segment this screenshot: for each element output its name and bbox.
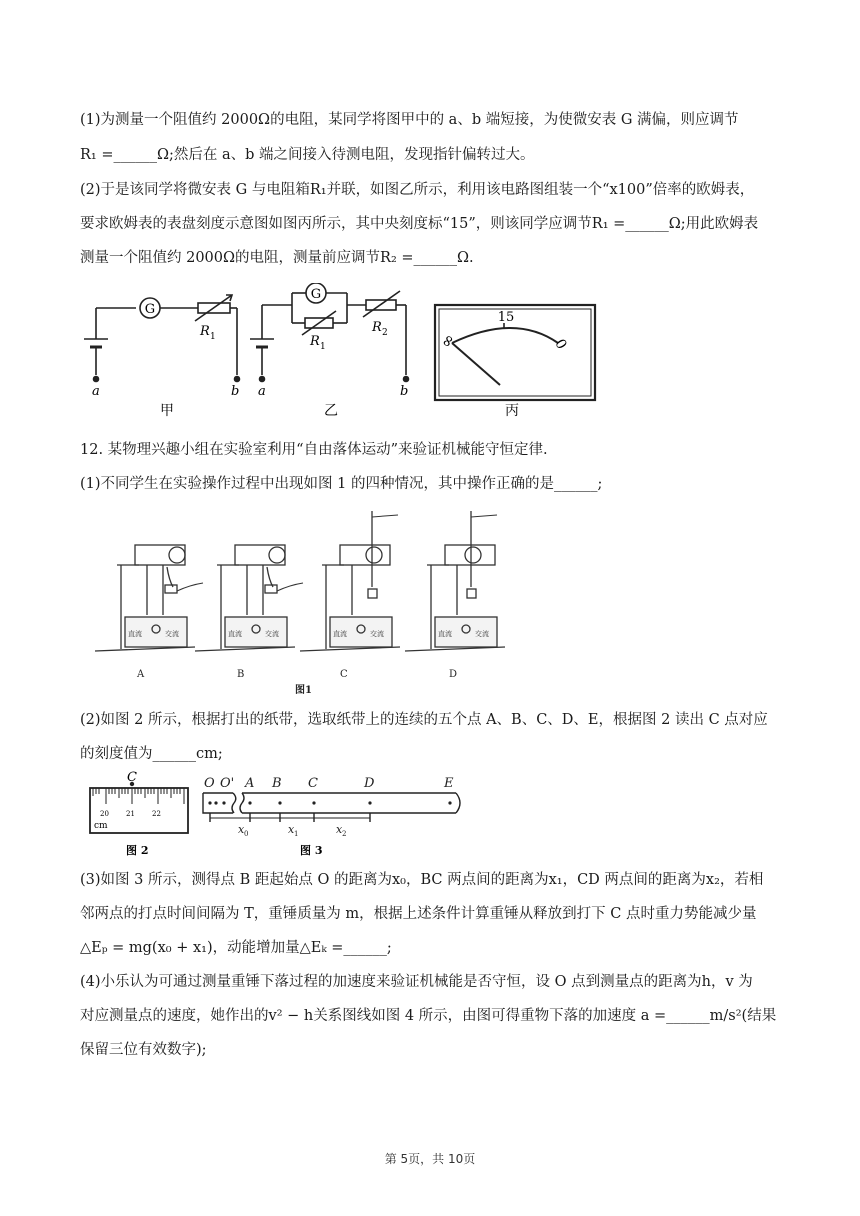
question-11-part2-line3: 测量一个阻值约 2000Ω的电阻，测量前应调节R₂ =______Ω. (80, 250, 474, 266)
figure-2-ruler (86, 770, 196, 860)
terminal-a-jia: a (92, 384, 100, 399)
dc-label-c: 直流 (333, 630, 347, 638)
fig3-point-d: D (364, 776, 375, 791)
fig3-point-o: O (204, 776, 215, 791)
page-footer: 第 5页，共 10页 (384, 1152, 476, 1166)
question-11-part2-line2: 要求欧姆表的表盘刻度示意图如图丙所示，其中央刻度标“15”，则该同学应调节R₁ =______Ω;用此欧姆表 (80, 216, 759, 232)
fig2-point-c: C (127, 770, 137, 785)
r1-label-yi: R (310, 334, 320, 349)
r2-label-yi: R (372, 320, 382, 335)
fig3-caption: 图 3 (300, 844, 323, 857)
fig1-label-d: D (449, 669, 458, 680)
ac-label-d: 交流 (475, 630, 489, 638)
figure-1-apparatus (95, 505, 515, 695)
figure-3-paper-tape (200, 770, 470, 860)
meter-g-label: G (144, 302, 156, 317)
fig1-label-c: C (340, 669, 348, 680)
r1-sub-yi: 1 (320, 342, 326, 352)
dc-label-d: 直流 (438, 630, 452, 638)
fig2-caption: 图 2 (126, 844, 149, 857)
fig3-point-e: E (444, 776, 454, 791)
question-11-part1-line2: R₁ =______Ω;然后在 a、b 端之间接入待测电阻，发现指针偏转过大。 (80, 147, 535, 163)
question-12-part3-line1: (3)如图 3 所示，测得点 B 距起始点 O 的距离为x₀，BC 两点间的距离为x₁，CD 两点间的距离为x₂，若相 (80, 872, 764, 888)
fig1-caption: 图1 (295, 685, 312, 695)
caption-jia: 甲 (160, 403, 174, 419)
terminal-b-yi: b (400, 384, 409, 399)
setup-c (300, 511, 400, 651)
setup-a (95, 545, 203, 651)
fig3-x2-sub: 2 (342, 830, 347, 838)
question-11-part2-line1: (2)于是该同学将微安表 G 与电阻箱R₁并联，如图乙所示，利用该电路图组装一个“x100”倍率的欧姆表， (80, 182, 755, 198)
ac-label-c: 交流 (370, 630, 384, 638)
fig3-point-a: A (245, 776, 255, 791)
question-12-part4-line3: 保留三位有效数字); (80, 1042, 207, 1058)
ohm-scale-center: 15 (497, 310, 515, 325)
ohm-scale-zero: 0 (551, 336, 570, 353)
terminal-b-jia: b (231, 384, 240, 399)
fig3-point-o-prime: O' (220, 776, 235, 791)
fig2-tick-20: 20 (100, 810, 109, 818)
fig3-x2: x (336, 823, 343, 836)
circuit-figures (80, 283, 610, 423)
fig3-x1-sub: 1 (294, 830, 299, 838)
fig2-tick-22: 22 (152, 810, 161, 818)
r1-label-jia: R (200, 324, 210, 339)
fig2-tick-21: 21 (126, 810, 135, 818)
ohm-scale-infinity: ∞ (435, 330, 459, 352)
fig1-label-b: B (237, 669, 245, 680)
fig3-x0: x (238, 823, 245, 836)
ac-label-a: 交流 (165, 630, 179, 638)
fig3-x1: x (288, 823, 295, 836)
caption-bing: 丙 (505, 403, 519, 419)
r1-sub-jia: 1 (210, 332, 216, 342)
question-12-part4-line1: (4)小乐认为可通过测量重锤下落过程的加速度来验证机械能是否守恒，设 O 点到测量点的距离为h，v 为 (80, 974, 753, 990)
terminal-a-yi: a (258, 384, 266, 399)
question-12-part2-line1: (2)如图 2 所示，根据打出的纸带，选取纸带上的连续的五个点 A、B、C、D、E，根据图 2 读出 C 点对应 (80, 712, 768, 728)
question-11-part1-line1: (1)为测量一个阻值约 2000Ω的电阻，某同学将图甲中的 a、b 端短接，为使微安表 G 满偏，则应调节 (80, 112, 739, 128)
meter-g-label-yi: G (310, 287, 322, 302)
ac-label-b: 交流 (265, 630, 279, 638)
question-12-part3-line2: 邻两点的打点时间间隔为 T，重锤质量为 m，根据上述条件计算重锤从释放到打下 C 点时重力势能减少量 (80, 906, 757, 922)
question-12-part3-line3: △Eₚ = mg(x₀ + x₁)，动能增加量△Eₖ =______; (80, 940, 392, 956)
question-12-part2-line2: 的刻度值为______cm; (80, 746, 223, 762)
dc-label-a: 直流 (128, 630, 142, 638)
r2-sub-yi: 2 (382, 328, 388, 338)
question-12-part4-line2: 对应测量点的速度，她作出的v² − h关系图线如图 4 所示，由图可得重物下落的加速度 a =______m/s²(结果 (80, 1008, 777, 1024)
fig1-label-a: A (137, 669, 145, 680)
fig3-point-c: C (308, 776, 318, 791)
question-12-part1: (1)不同学生在实验操作过程中出现如图 1 的四种情况，其中操作正确的是______; (80, 476, 603, 492)
fig3-point-b: B (272, 776, 282, 791)
fig3-x0-sub: 0 (244, 830, 249, 838)
question-12-title: 12. 某物理兴趣小组在实验室利用“自由落体运动”来验证机械能守恒定律. (80, 442, 548, 458)
caption-yi: 乙 (324, 403, 338, 419)
setup-b (195, 545, 303, 651)
fig2-unit: cm (94, 821, 108, 831)
dc-label-b: 直流 (228, 630, 242, 638)
setup-d (405, 511, 505, 651)
